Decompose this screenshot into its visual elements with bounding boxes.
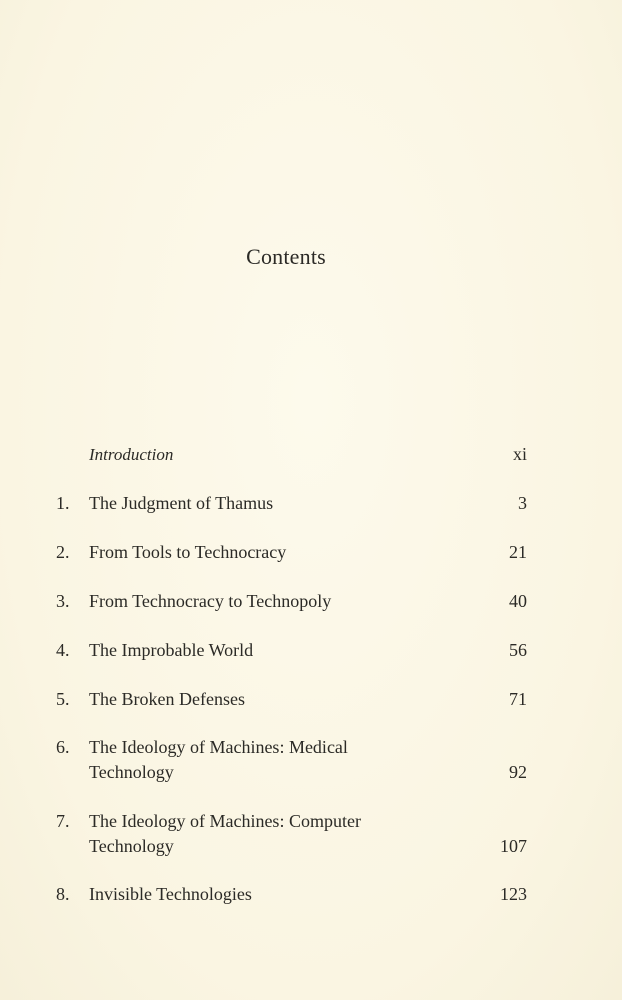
toc-entry-title: The Improbable World <box>89 640 254 660</box>
toc-entry-title: The Ideology of Machines: Medical <box>89 737 348 757</box>
toc-entry-page: 107 <box>500 836 527 856</box>
toc-entry-title: The Broken Defenses <box>89 689 245 709</box>
toc-entry-title: Introduction <box>89 445 174 464</box>
toc-entry-title: From Tools to Technocracy <box>89 542 287 562</box>
toc-entry-number: 1. <box>56 493 70 513</box>
toc-entry-title-continued: Technology <box>89 762 174 782</box>
toc-entry-page: xi <box>512 444 527 464</box>
toc-entry-page: 21 <box>509 542 527 562</box>
toc-entry-title: The Judgment of Thamus <box>89 493 274 513</box>
toc-entry-page: 40 <box>509 591 527 611</box>
toc-entry-number: 8. <box>56 884 70 904</box>
toc-entry-number: 3. <box>56 591 70 611</box>
toc-entry-number: 4. <box>56 640 70 660</box>
toc-entry-title: Invisible Technologies <box>89 884 252 904</box>
page-title: Contents <box>246 244 326 269</box>
toc-entry-number: 2. <box>56 542 70 562</box>
toc-entry-number: 6. <box>56 737 70 757</box>
toc-entry-page: 56 <box>509 640 527 660</box>
toc-entry-number: 5. <box>56 689 70 709</box>
toc-entry-title: From Technocracy to Technopoly <box>89 591 332 611</box>
toc-entry-page: 92 <box>509 762 527 782</box>
toc-entry-page: 71 <box>509 689 527 709</box>
toc-entry-title: The Ideology of Machines: Computer <box>89 811 361 831</box>
toc-entry-page: 3 <box>518 493 527 513</box>
toc-entry-number: 7. <box>56 811 70 831</box>
toc-entry-page: 123 <box>500 884 527 904</box>
toc-entry-title-continued: Technology <box>89 836 174 856</box>
